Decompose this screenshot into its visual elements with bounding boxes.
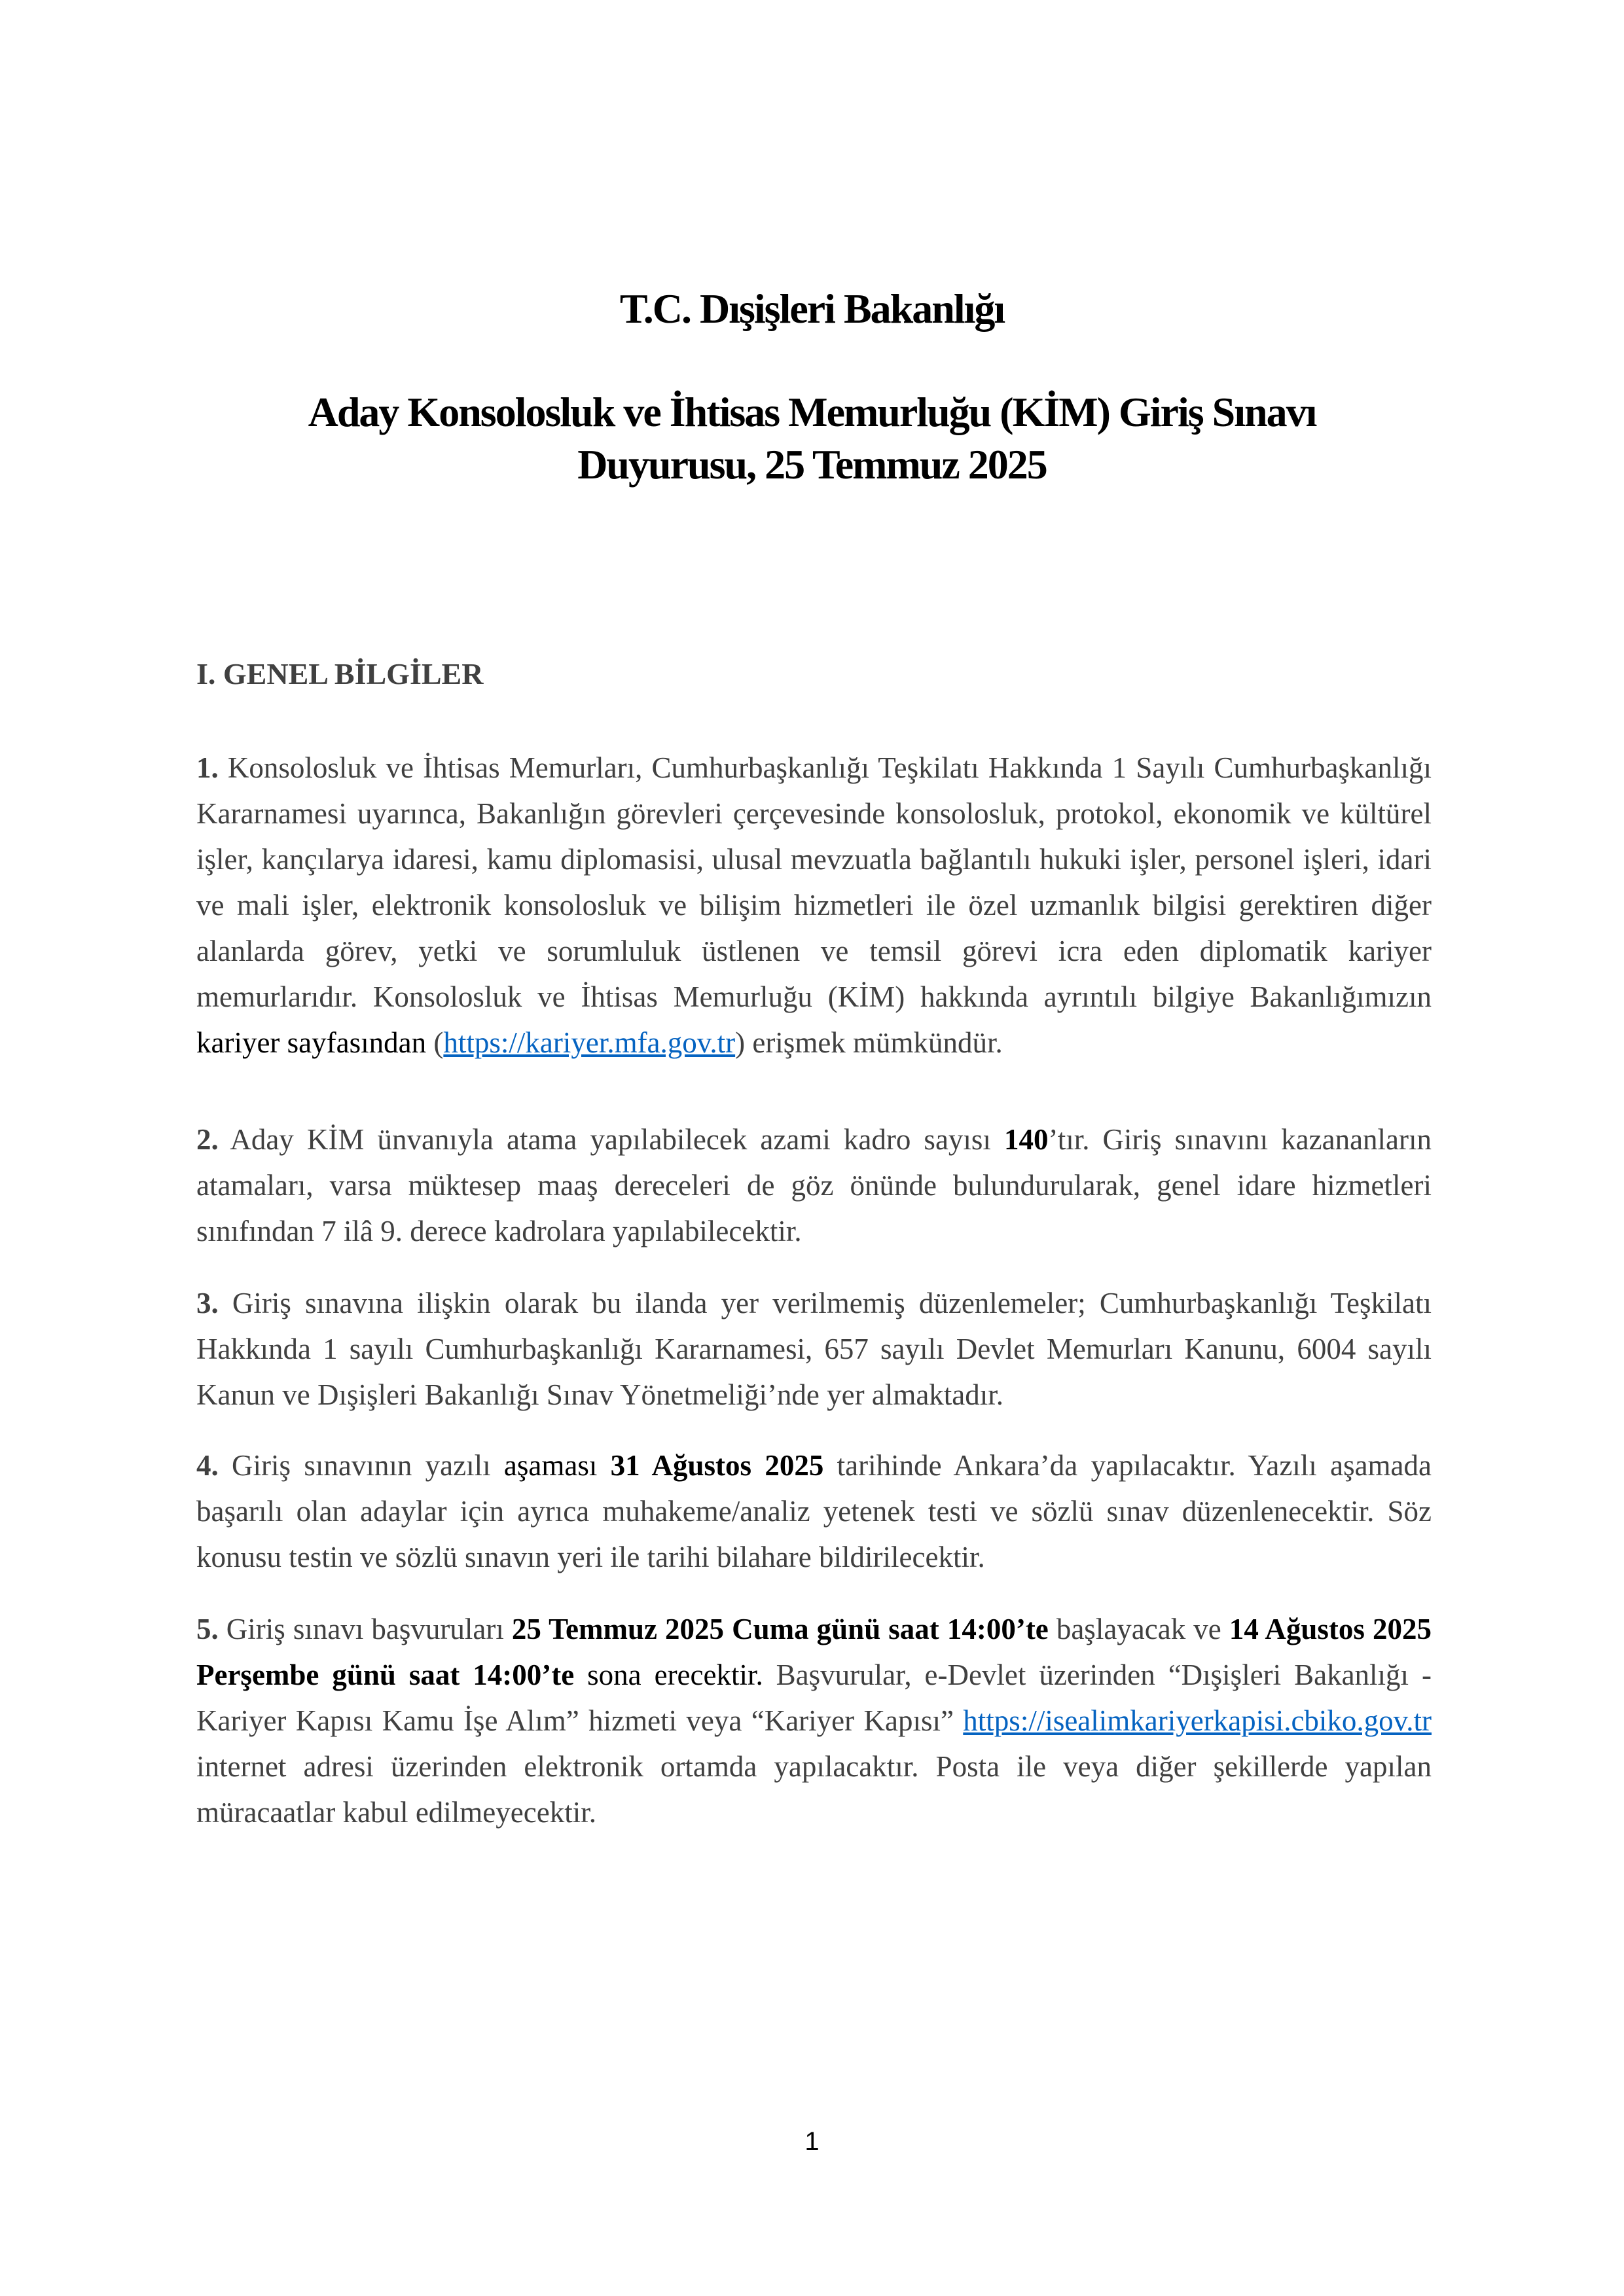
announcement-title-line-1: Aday Konsolosluk ve İhtisas Memurluğu (KİM) Giriş Sınavı [308, 389, 1316, 435]
staff-count: 140 [1004, 1123, 1049, 1156]
paragraph-2 [196, 1117, 1432, 1254]
announcement-title-line-2: Duyurusu, 25 Temmuz 2025 [577, 441, 1047, 488]
application-start: 25 Temmuz 2025 Cuma günü saat 14:00’te [511, 1613, 1049, 1645]
end-text: sona erecektir. [574, 1659, 763, 1691]
paragraph-text [597, 1449, 610, 1482]
paragraph-text: ( [426, 1026, 444, 1059]
paragraph-number: 4. [196, 1449, 219, 1482]
paragraph-4 [196, 1443, 1432, 1580]
stage-text: aşaması [503, 1449, 598, 1482]
paragraph-number: 3. [196, 1287, 219, 1319]
paragraph-number: 5. [196, 1613, 219, 1645]
paragraph-5 [196, 1606, 1432, 1835]
paragraph-text: Başvurular, e-Devlet üzerinden “Dışişleri Bakanlığı - Kariyer Kapısı Kamu İşe Alım” hizmeti veya “Kariyer Kapısı” [196, 1659, 1432, 1737]
paragraph-text: ’tır. Giriş sınavını kazananların atamaları, varsa müktesep maaş dereceleri de göz önünde bulundurularak, genel idare hizmetleri sınıfından 7 ilâ 9. derece kadrolara yapılabilecektir. [196, 1123, 1432, 1247]
paragraph-number: 2. [196, 1123, 219, 1156]
paragraph-text: ) erişmek mümkündür. [735, 1026, 1003, 1059]
paragraph-3 [196, 1280, 1432, 1418]
paragraph-text: Giriş sınavı başvuruları [218, 1613, 512, 1645]
application-end: 14 Ağustos 2025 Perşembe günü saat 14:00’te [196, 1613, 1432, 1691]
career-site-link[interactable]: https://kariyer.mfa.gov.tr [443, 1026, 736, 1059]
paragraph-text: internet adresi üzerinden elektronik ortamda yapılacaktır. Posta ile veya diğer şekillerde yapılan müracaatlar kabul edilmeyecektir. [196, 1750, 1432, 1829]
ministry-title: T.C. Dışişleri Bakanlığı [619, 285, 1005, 332]
section-heading: I. GENEL BİLGİLER [196, 657, 484, 691]
paragraph-text: Konsolosluk ve İhtisas Memurları, Cumhurbaşkanlığı Teşkilatı Hakkında 1 Sayılı Cumhurbaşkanlığı Kararnamesi uyarınca, Bakanlığın görevleri çerçevesinde konsolosluk, protokol, ekonomik ve kültürel işler, kançılarya idaresi, kamu diplomasisi, ulusal mevzuatla bağlantılı hukuki işler, personel işleri, idari ve mali işler, elektronik konsolosluk ve bilişim hizmetleri ile özel uzmanlık bilgisi gerektiren diğer alanlarda görev, yetki ve sorumluluk üstlenen ve temsil görevi icra eden diplomatik kariyer memurlarıdır. Konsolosluk ve İhtisas Memurluğu (KİM) hakkında ayrıntılı bilgiye Bakanlığımızın [196, 751, 1432, 1013]
paragraph-text: Aday KİM ünvanıyla atama yapılabilecek azami kadro sayısı [218, 1123, 1005, 1156]
paragraph-number: 1. [196, 751, 219, 784]
page-number: 1 [804, 2127, 820, 2156]
paragraph-text: Giriş sınavına ilişkin olarak bu ilanda yer verilmemiş düzenlemeler; Cumhurbaşkanlığı Teşkilatı Hakkında 1 sayılı Cumhurbaşkanlığı Kararnamesi, 657 sayılı Devlet Memurları Kanunu, 6004 sayılı Kanun ve Dışişleri Bakanlığı Sınav Yönetmeliği’nde yer almaktadır. [196, 1287, 1432, 1411]
application-portal-link[interactable]: https://isealimkariyerkapisi.cbiko.gov.tr [963, 1704, 1432, 1737]
paragraph-text: Giriş sınavının yazılı [218, 1449, 504, 1482]
career-page-text: kariyer sayfasından [196, 1026, 427, 1059]
exam-date: 31 Ağustos 2025 [610, 1449, 824, 1482]
paragraph-text: başlayacak ve [1048, 1613, 1229, 1645]
paragraph-text: tarihinde Ankara’da yapılacaktır. Yazılı aşamada başarılı olan adaylar için ayrıca muhakeme/analiz yetenek testi ve sözlü sınav düzenlenecektir. Söz konusu testin ve sözlü sınavın yeri ile tarihi bilahare bildirilecektir. [196, 1449, 1432, 1573]
paragraph-1 [196, 745, 1432, 1066]
